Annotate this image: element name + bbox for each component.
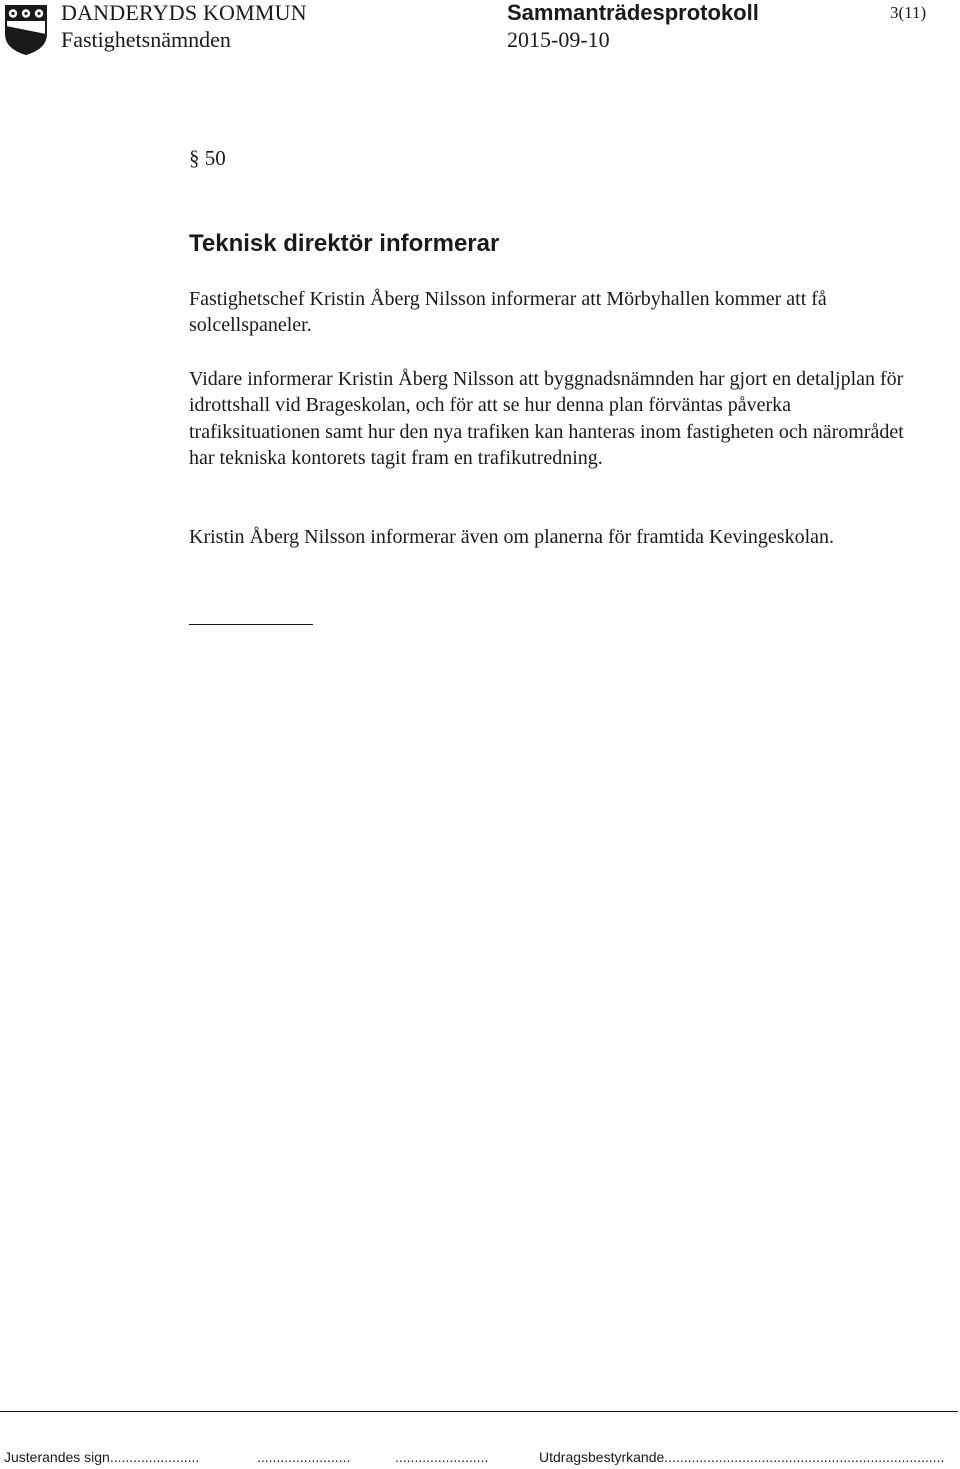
page-number: 3(11)	[890, 3, 927, 22]
section-end-rule	[189, 624, 313, 625]
body-paragraph-1: Fastighetschef Kristin Åberg Nilsson informerar att Mörbyhallen kommer att få solcellspaneler.	[189, 288, 827, 337]
adjuster-signature-field-2: ........................	[257, 1449, 351, 1465]
paragraph-number: § 50	[189, 146, 226, 170]
committee-name: Fastighetsnämnden	[61, 27, 231, 52]
adjuster-signature-field-3: ........................	[395, 1449, 489, 1465]
meeting-date: 2015-09-10	[507, 27, 610, 52]
section-title: Teknisk direktör informerar	[189, 230, 500, 257]
municipality-name: DANDERYDS KOMMUN	[61, 0, 307, 25]
footer-rule	[0, 1411, 958, 1412]
extract-certification-label: Utdragsbestyrkande........................................................................	[539, 1449, 945, 1465]
danderyd-coat-of-arms-icon	[4, 4, 48, 56]
adjuster-signature-label: Justerandes sign.......................	[4, 1449, 200, 1465]
body-paragraph-2: Vidare informerar Kristin Åberg Nilsson att byggnadsnämnden har gjort en detaljplan för idrottshall vid Brageskolan, och för att se hur denna plan förväntas påverka trafiksituationen samt hur den nya trafiken kan hanteras inom fastigheten och närområdet har tekniska kontorets tagit fram en trafikutredning.	[189, 368, 904, 470]
document-type: Sammanträdesprotokoll	[507, 0, 759, 25]
body-paragraph-3: Kristin Åberg Nilsson informerar även om planerna för framtida Kevingeskolan.	[189, 526, 834, 548]
